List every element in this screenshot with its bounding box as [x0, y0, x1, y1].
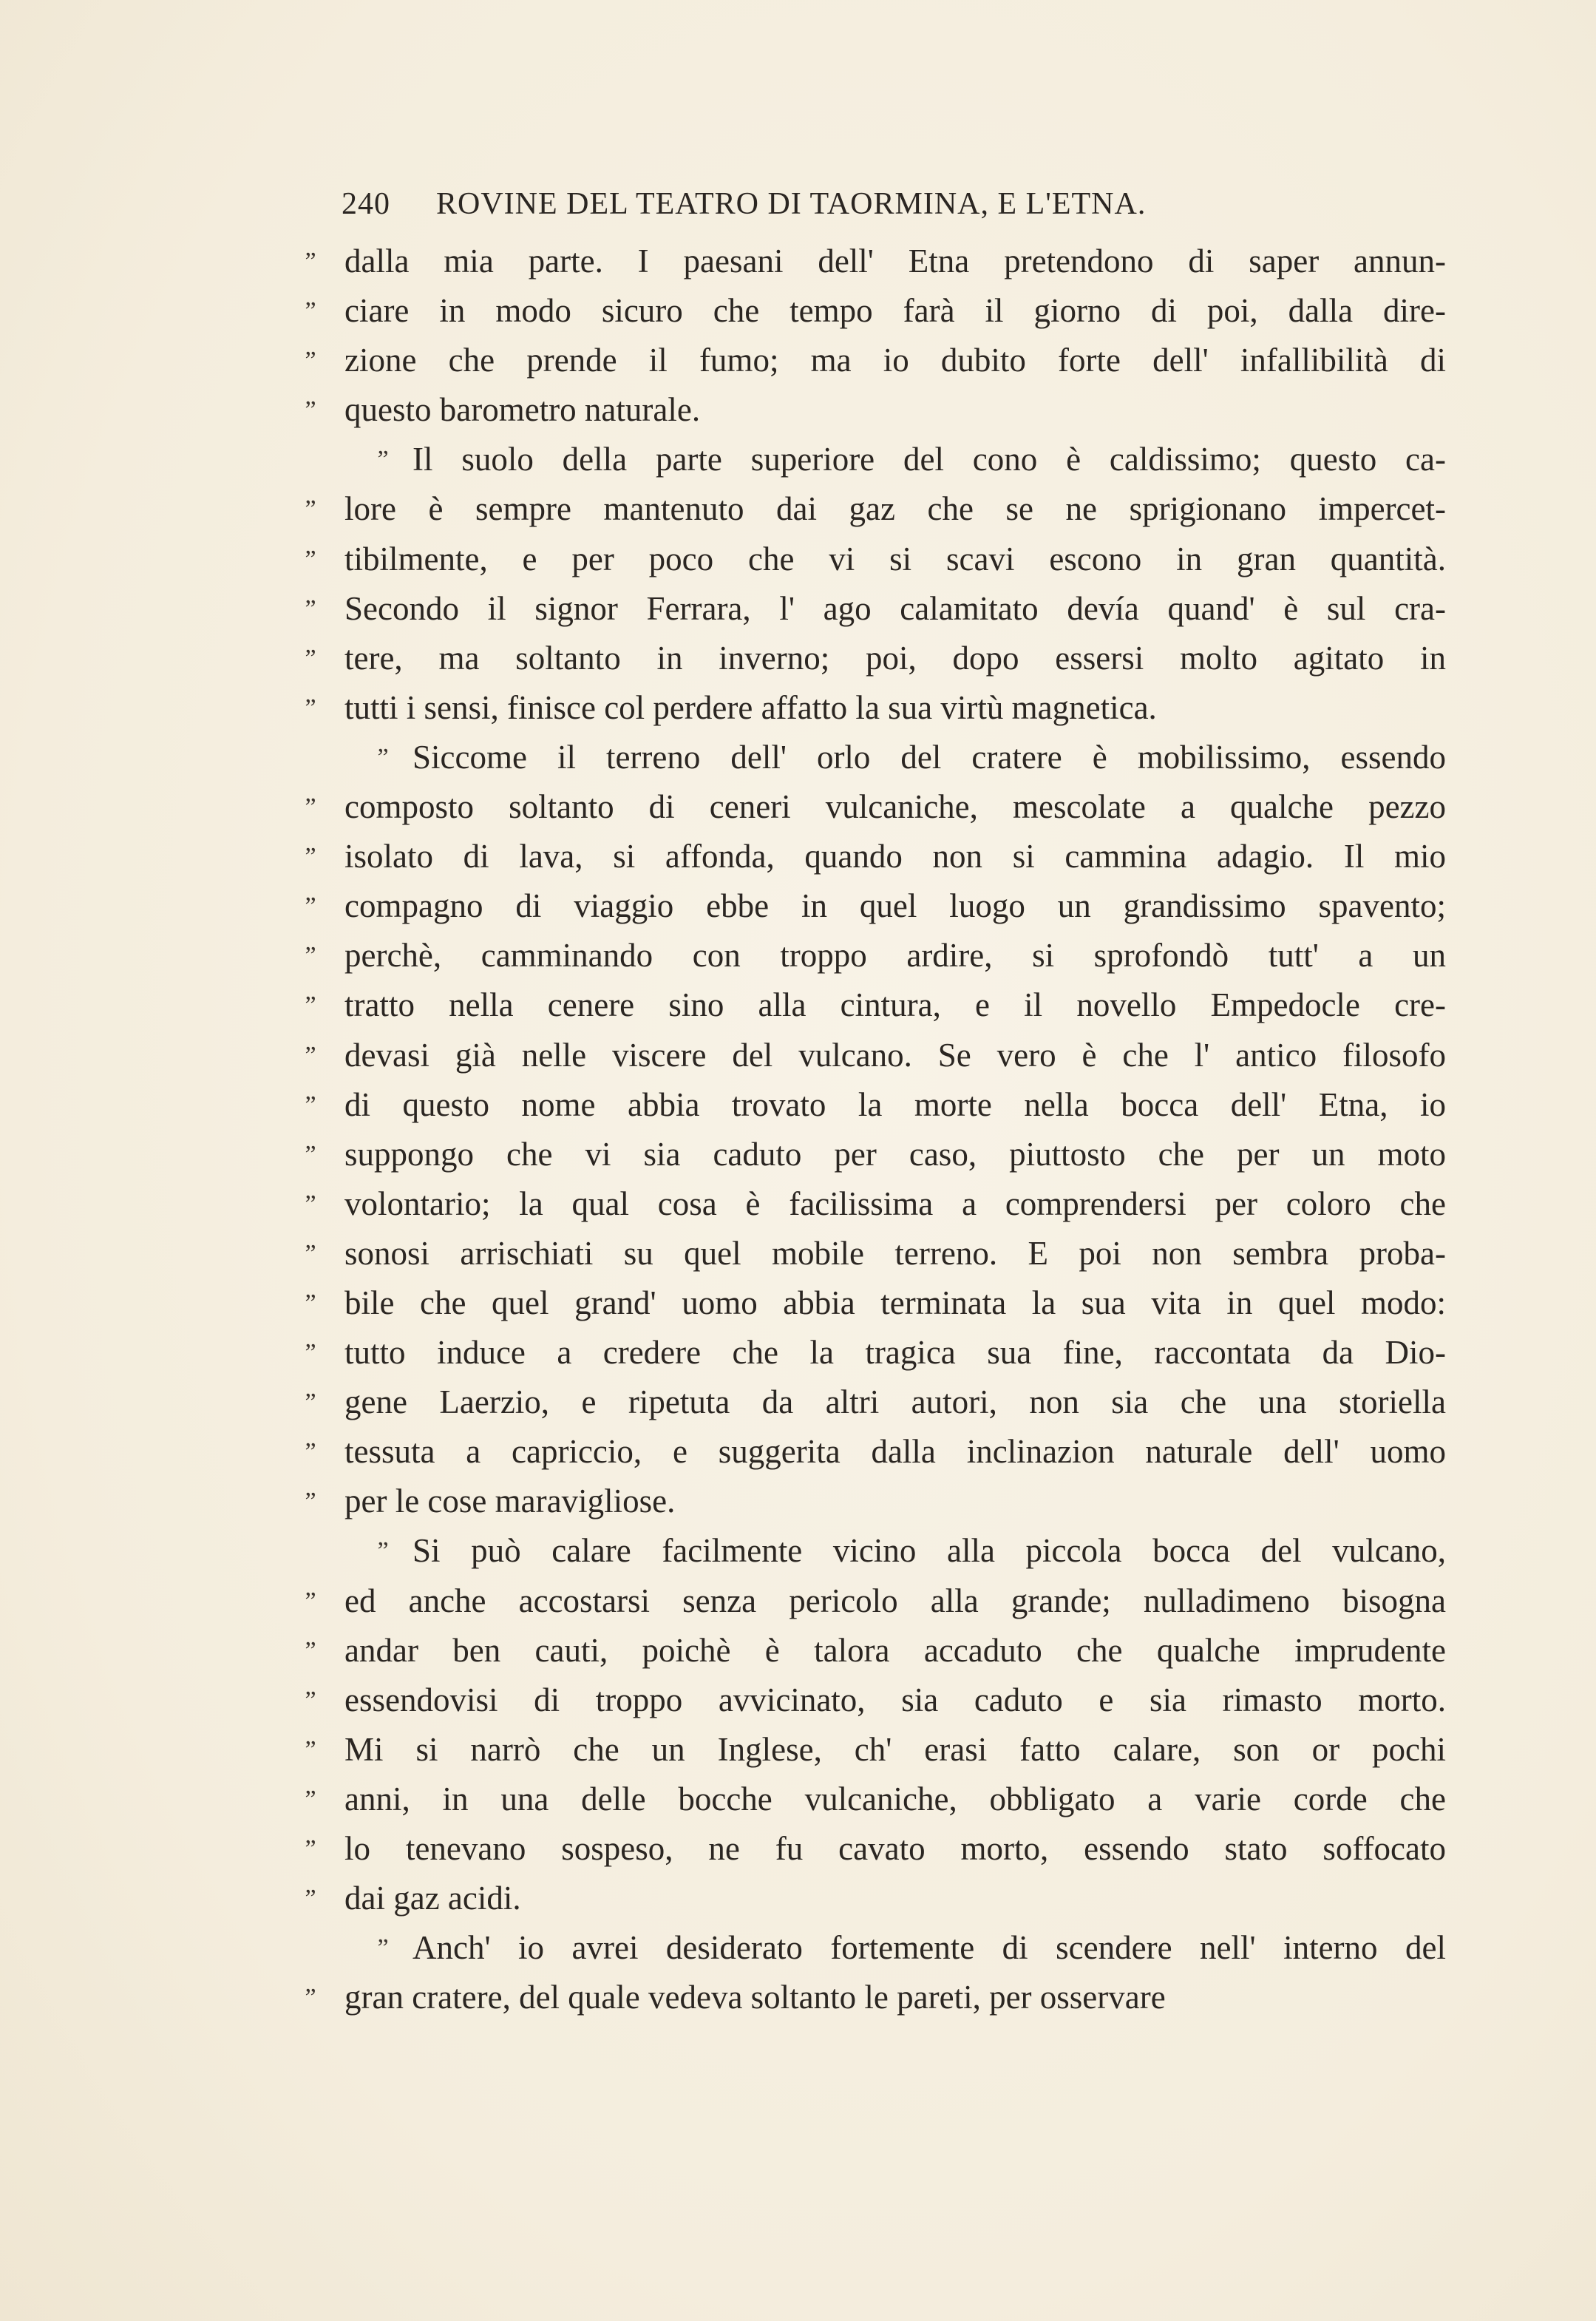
text-line: [296, 1229, 1464, 1278]
line-text: questo barometro naturale.: [344, 391, 701, 429]
text-line: [296, 1031, 1464, 1080]
text-line: [296, 584, 1464, 634]
line-text: tibilmente, e per poco che vi si scavi escono in gran quantità.: [344, 540, 1446, 577]
line-text: dalla mia parte. I paesani dell' Etna pretendono di saper annun-: [344, 243, 1446, 279]
text-line: [296, 634, 1464, 683]
text-line: [296, 535, 1464, 584]
quote-mark: ”: [305, 1835, 316, 1863]
body-text: [296, 237, 1464, 2022]
quote-mark: ”: [305, 396, 316, 424]
line-text: tutti i sensi, finisce col perdere affatto la sua virtù magnetica.: [344, 688, 1157, 726]
line-text: Il suolo della parte superiore del cono è caldissimo; questo ca-: [412, 441, 1446, 478]
text-line: [296, 286, 1464, 336]
text-line: [296, 484, 1464, 534]
quote-mark: ”: [305, 1289, 316, 1317]
quote-mark: ”: [305, 1488, 316, 1516]
line-text: Anch' io avrei desiderato fortemente di scendere nell' interno del: [412, 1929, 1446, 1967]
page-header: [342, 186, 1458, 235]
text-line: [296, 931, 1464, 980]
text-line: [296, 980, 1464, 1030]
line-text: zione che prende il fumo; ma io dubito forte dell' infallibilità di: [344, 342, 1446, 379]
quote-mark: ”: [305, 1686, 316, 1714]
quote-mark: ”: [305, 1438, 316, 1466]
line-text: Secondo il signor Ferrara, l' ago calamitato devía quand' è sul cra-: [344, 589, 1446, 627]
quote-mark: ”: [305, 793, 316, 821]
line-text: tutto induce a credere che la tragica sua fine, raccontata da Dio-: [344, 1334, 1446, 1372]
quote-mark: ”: [305, 694, 316, 722]
quote-mark: ”: [305, 1587, 316, 1615]
text-line: [296, 1378, 1464, 1427]
line-text: tere, ma soltanto in inverno; poi, dopo essersi molto agitato in: [344, 639, 1446, 677]
text-line: [296, 1526, 1464, 1576]
line-text: volontario; la qual cosa è facilissima a comprendersi per coloro che: [344, 1185, 1446, 1222]
quote-mark: ”: [377, 446, 389, 474]
quote-mark: ”: [305, 248, 316, 275]
quote-mark: ”: [305, 644, 316, 672]
quote-mark: ”: [305, 545, 316, 573]
page-number: 240: [342, 187, 390, 221]
quote-mark: ”: [305, 942, 316, 970]
line-text: di questo nome abbia trovato la morte nella bocca dell' Etna, io: [344, 1085, 1446, 1123]
quote-mark: ”: [305, 1885, 316, 1913]
quote-mark: ”: [305, 1389, 316, 1417]
quote-mark: ”: [305, 1735, 316, 1763]
text-line: [296, 1824, 1464, 1874]
line-text: ed anche accostarsi senza pericolo alla grande; nulladimeno bisogna: [344, 1582, 1446, 1619]
text-line: [296, 1874, 1464, 1923]
text-line: [296, 733, 1464, 782]
text-line: [296, 1775, 1464, 1824]
line-text: essendovisi di troppo avvicinato, sia caduto e sia rimasto morto.: [344, 1681, 1446, 1718]
line-text: anni, in una delle bocche vulcaniche, obbligato a varie corde che: [344, 1780, 1446, 1817]
line-text: bile che quel grand' uomo abbia terminata la sua vita in quel modo:: [344, 1284, 1446, 1321]
text-line: [296, 1427, 1464, 1477]
margin-mark: [132, 1312, 143, 1357]
line-text: lo tenevano sospeso, ne fu cavato morto, essendo stato soffocato: [344, 1830, 1446, 1867]
text-line: [296, 782, 1464, 832]
quote-mark: ”: [305, 1140, 316, 1168]
running-title: ROVINE DEL TEATRO DI TAORMINA, E L'ETNA.: [436, 187, 1147, 221]
line-text: dai gaz acidi.: [344, 1880, 521, 1917]
text-line: [296, 336, 1464, 385]
quote-mark: ”: [305, 1190, 316, 1218]
text-line: [296, 881, 1464, 931]
line-text: gene Laerzio, e ripetuta da altri autori, non sia che una storiella: [344, 1383, 1446, 1421]
line-text: isolato di lava, si affonda, quando non si cammina adagio. Il mio: [344, 838, 1446, 875]
quote-mark: ”: [305, 1785, 316, 1813]
line-text: Mi si narrò che un Inglese, ch' erasi fatto calare, son or pochi: [344, 1730, 1446, 1768]
line-text: gran cratere, del quale vedeva soltanto le pareti, per osservare: [344, 1979, 1166, 2016]
text-line: [296, 683, 1464, 733]
quote-mark: ”: [305, 1339, 316, 1367]
text-line: [296, 1973, 1464, 2022]
text-line: [296, 1675, 1464, 1725]
quote-mark: ”: [305, 992, 316, 1020]
text-line: [296, 1477, 1464, 1526]
line-text: composto soltanto di ceneri vulcaniche, mescolate a qualche pezzo: [344, 788, 1446, 826]
quote-mark: ”: [377, 1537, 389, 1565]
text-line: [296, 435, 1464, 484]
line-text: lore è sempre mantenuto dai gaz che se ne sprigionano impercet-: [344, 490, 1446, 528]
quote-mark: ”: [377, 743, 389, 771]
line-text: perchè, camminando con troppo ardire, si sprofondò tutt' a un: [344, 937, 1446, 975]
text-line: [296, 1576, 1464, 1626]
line-text: per le cose maravigliose.: [344, 1483, 676, 1520]
line-text: devasi già nelle viscere del vulcano. Se vero è che l' antico filosofo: [344, 1036, 1446, 1074]
line-text: tessuta a capriccio, e suggerita dalla inclinazion naturale dell' uomo: [344, 1433, 1446, 1471]
quote-mark: ”: [305, 1636, 316, 1664]
text-line: [296, 1080, 1464, 1130]
text-line: [296, 1626, 1464, 1675]
quote-mark: ”: [305, 297, 316, 325]
line-text: tratto nella cenere sino alla cintura, e il novello Empedocle cre-: [344, 986, 1446, 1024]
line-text: ciare in modo sicuro che tempo farà il giorno di poi, dalla dire-: [344, 292, 1446, 330]
quote-mark: ”: [305, 594, 316, 623]
text-line: [296, 1278, 1464, 1328]
quote-mark: ”: [305, 1239, 316, 1267]
text-line: [296, 1328, 1464, 1378]
quote-mark: ”: [305, 1041, 316, 1069]
quote-mark: ”: [305, 843, 316, 871]
quote-mark: ”: [305, 1091, 316, 1119]
text-line: [296, 237, 1464, 286]
line-text: suppongo che vi sia caduto per caso, piuttosto che per un moto: [344, 1135, 1446, 1173]
text-line: [296, 1923, 1464, 1973]
text-line: [296, 1130, 1464, 1179]
quote-mark: ”: [305, 495, 316, 524]
text-line: [296, 385, 1464, 435]
quote-mark: ”: [305, 892, 316, 921]
quote-mark: ”: [305, 1984, 316, 2012]
line-text: Siccome il terreno dell' orlo del cratere è mobilissimo, essendo: [412, 738, 1446, 776]
line-text: andar ben cauti, poichè è talora accaduto che qualche imprudente: [344, 1631, 1446, 1669]
text-line: [296, 1179, 1464, 1229]
text-line: [296, 832, 1464, 881]
quote-mark: ”: [377, 1934, 389, 1962]
line-text: compagno di viaggio ebbe in quel luogo un grandissimo spavento;: [344, 887, 1446, 925]
text-line: [296, 1725, 1464, 1775]
quote-mark: ”: [305, 347, 316, 375]
line-text: Si può calare facilmente vicino alla piccola bocca del vulcano,: [412, 1532, 1446, 1570]
line-text: sonosi arrischiati su quel mobile terreno. E poi non sembra proba-: [344, 1234, 1446, 1272]
